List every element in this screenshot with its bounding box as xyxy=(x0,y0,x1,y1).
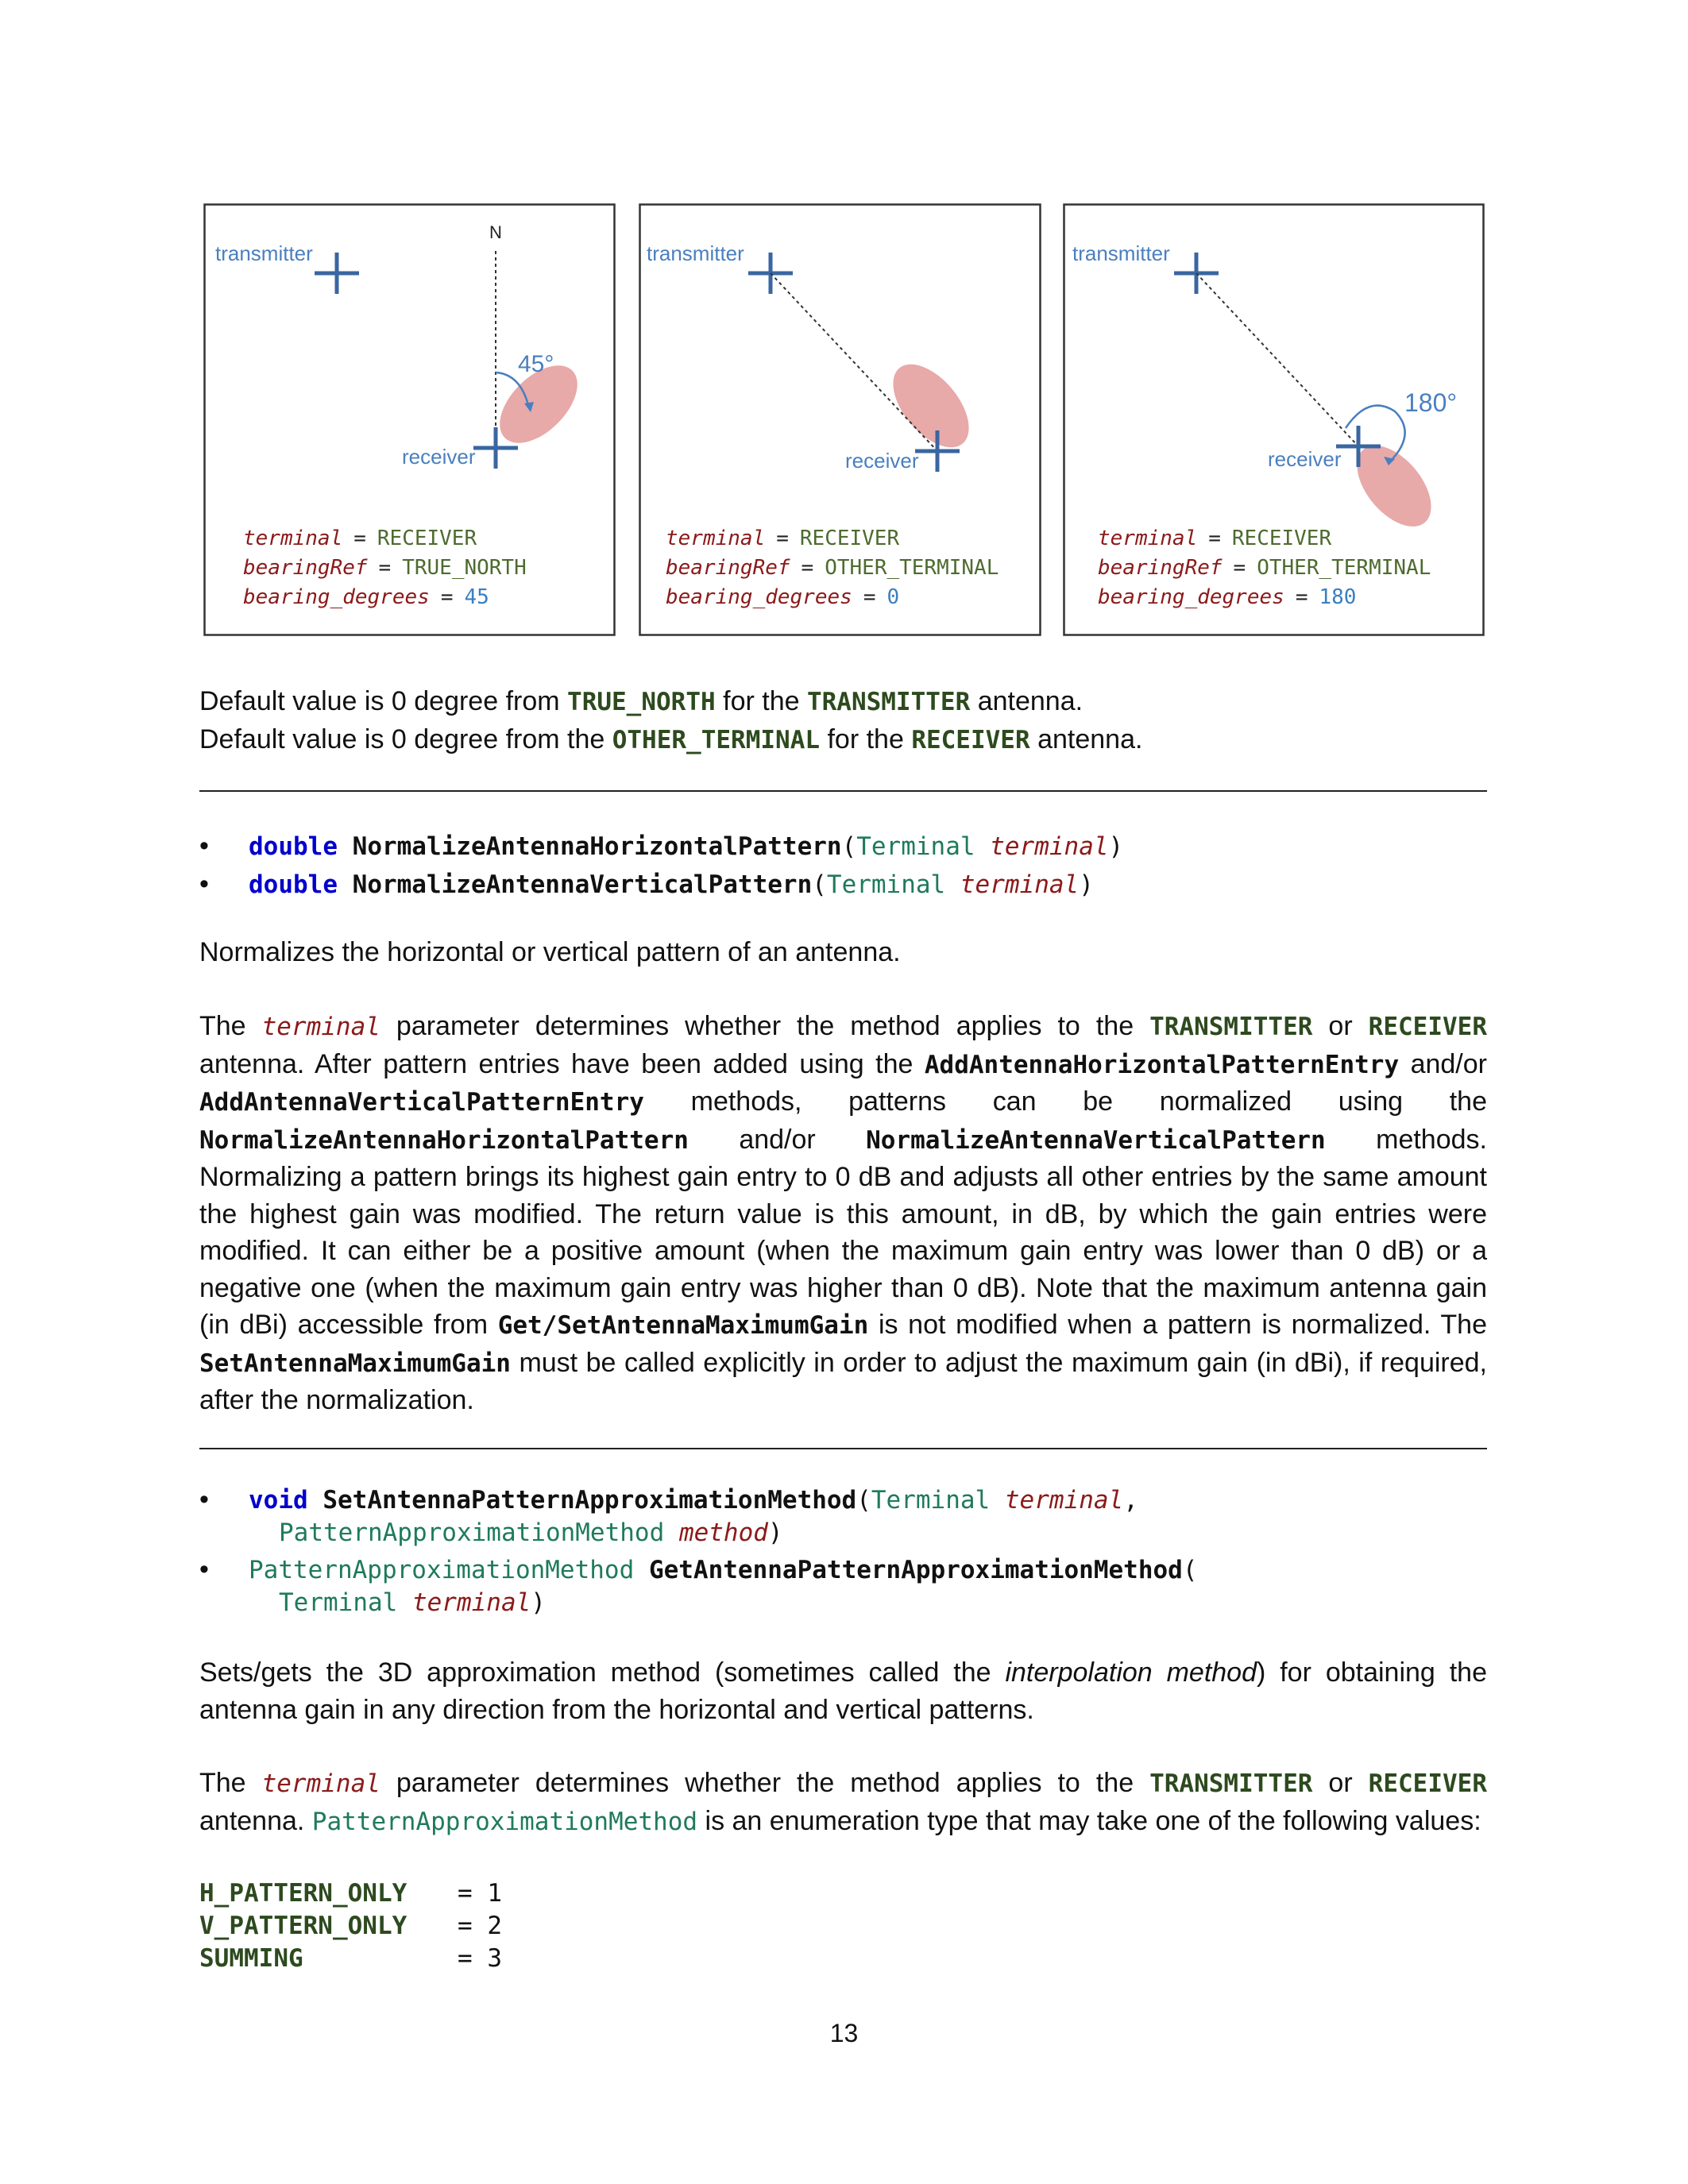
param-line: bearing_degrees = 0 xyxy=(666,585,900,609)
section-divider xyxy=(199,790,1487,792)
enum-values xyxy=(199,1877,1487,1975)
signature-normalize-vertical: • double NormalizeAntennaVerticalPattern(Terminal terminal) xyxy=(199,868,1094,899)
transmitter-label: transmitter xyxy=(215,241,313,265)
approx-summary: Sets/gets the 3D approximation method (sometimes called the interpolation method) for obtaining the antenna gain in any direction from the horizontal and vertical patterns. xyxy=(199,1657,1487,1725)
param-line: bearingRef = OTHER_TERMINAL xyxy=(666,556,999,580)
param-line: bearing_degrees = 45 xyxy=(243,585,489,609)
bearing-diagram-other-terminal-180 xyxy=(1063,203,1485,636)
default-line-receiver: Default value is 0 degree from the OTHER_TERMINAL for the RECEIVER antenna. xyxy=(199,723,1143,754)
section-divider xyxy=(199,1448,1487,1449)
signature-set-approximation: • void SetAntennaPatternApproximationMethod(Terminal terminal, PatternApproximationMethod method) xyxy=(199,1484,1138,1547)
default-values xyxy=(199,683,1487,758)
bearing-diagram-true-north xyxy=(203,203,616,636)
normalize-summary: Normalizes the horizontal or vertical pattern of an antenna. xyxy=(199,937,901,967)
enum-row: H_PATTERN_ONLY = 1 xyxy=(199,1879,502,1908)
receiver-label: receiver xyxy=(1268,447,1342,471)
figure-other-terminal-0 xyxy=(639,203,1041,636)
approx-description: The terminal parameter determines whether the method applies to the TRANSMITTER or RECEIVER antenna. PatternApproximationMethod is an enumeration type that may take one of the following values: xyxy=(199,1768,1487,1836)
transmitter-label: transmitter xyxy=(647,241,744,265)
param-line: terminal = RECEIVER xyxy=(666,527,900,550)
page-number: 13 xyxy=(829,2019,859,2047)
signature-get-approximation: • PatternApproximationMethod GetAntennaPatternApproximationMethod( Terminal terminal) xyxy=(199,1554,1198,1617)
param-line: terminal = RECEIVER xyxy=(1098,527,1332,550)
angle-label: 45° xyxy=(518,351,554,377)
param-line: bearingRef = OTHER_TERMINAL xyxy=(1098,556,1431,580)
north-label: N xyxy=(489,222,502,242)
enum-row: V_PATTERN_ONLY = 2 xyxy=(199,1912,502,1940)
signature-normalize-horizontal: • double NormalizeAntennaHorizontalPattern(Terminal terminal) xyxy=(199,831,1124,861)
param-line: terminal = RECEIVER xyxy=(243,527,477,550)
param-line: bearing_degrees = 180 xyxy=(1098,585,1357,609)
angle-label: 180° xyxy=(1404,388,1458,417)
normalize-description: The terminal parameter determines whether the method applies to the TRANSMITTER or RECEIVER antenna. After pattern entries have been added using the AddAntennaHorizontalPatternEntry and/or AddAntennaVerticalPatternEntry methods, patterns can be normalized using the NormalizeAntennaHorizontalPattern and/or NormalizeAntennaVerticalPattern methods. Normalizing a pattern brings its highest gain entry to 0 dB and adjusts all other entries by the same amount the highest gain was modified. The return value is this amount, in dB, by which the gain entries were modified. It can either be a positive amount (when the maximum gain entry was lower than 0 dB) or a negative one (when the maximum gain entry was higher than 0 dB). Note that the maximum antenna gain (in dBi) accessible from Get/SetAntennaMaximumGain is not modified when a pattern is normalized. The SetAntennaMaximumGain must be called explicitly in order to adjust the maximum gain (in dBi), if required, after the normalization. xyxy=(199,1011,1487,1415)
enum-row: SUMMING = 3 xyxy=(199,1944,502,1973)
figure-true-north xyxy=(203,203,616,636)
figure-other-terminal-180 xyxy=(1063,203,1485,636)
bearing-diagram-other-terminal-0 xyxy=(639,203,1041,636)
normalize-signatures xyxy=(199,828,1487,903)
receiver-label: receiver xyxy=(402,445,476,469)
receiver-label: receiver xyxy=(845,449,919,473)
param-line: bearingRef = TRUE_NORTH xyxy=(243,556,527,580)
transmitter-label: transmitter xyxy=(1072,241,1170,265)
approx-signatures xyxy=(199,1484,1487,1619)
default-line-transmitter: Default value is 0 degree from TRUE_NORTH for the TRANSMITTER antenna. xyxy=(199,686,1083,716)
